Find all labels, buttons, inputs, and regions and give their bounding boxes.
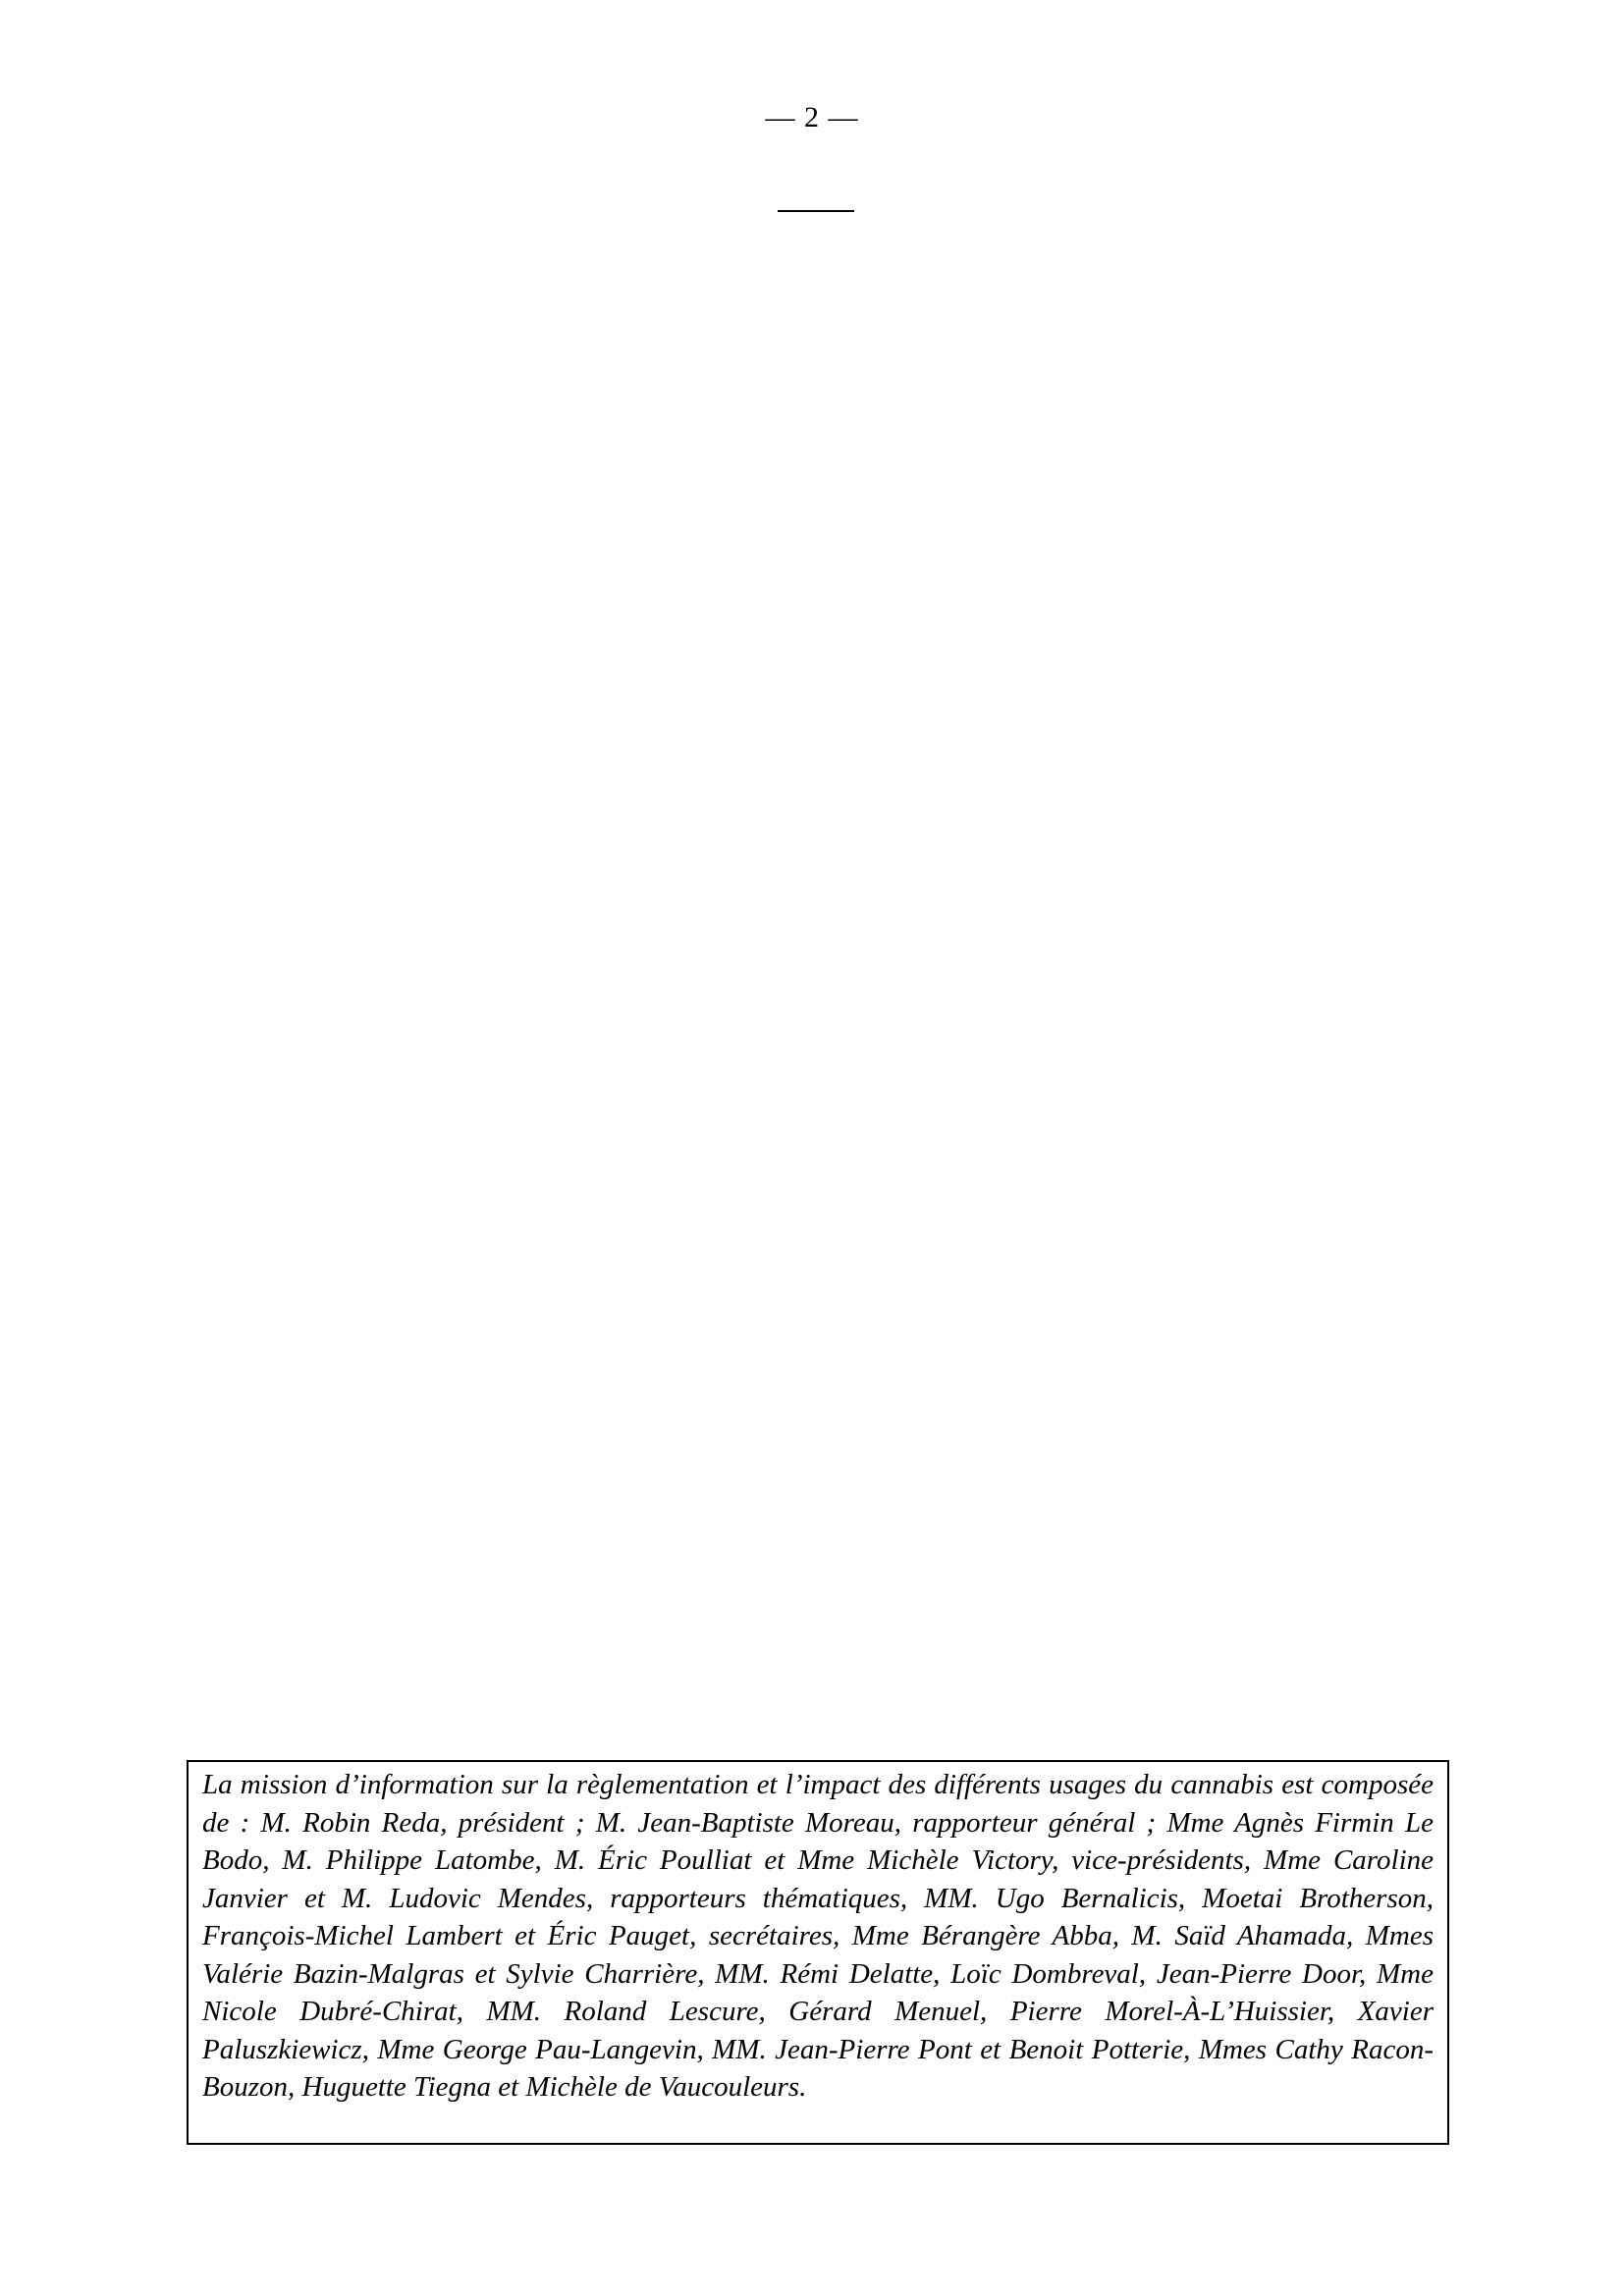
mission-composition-text: La mission d’information sur la règlementation et l’impact des différents usages du cannabis est composée de : M. Robin Reda, président ; M. Jean-Baptiste Moreau, rapporteur général ; Mme Agnès Firmin Le Bodo, M. Philippe Latombe, M. Éric Poulliat et Mme Michèle Victory, vice-présidents, Mme Caroline Janvier et M. Ludovic Mendes, rapporteurs thématiques, MM. Ugo Bernalicis, Moetai Brotherson, François-Michel Lambert et Éric Pauget, secrétaires, Mme Bérangère Abba, M. Saïd Ahamada, Mmes Valérie Bazin-Malgras et Sylvie Charrière, MM. Rémi Delatte, Loïc Dombreval, Jean-Pierre Door, Mme Nicole Dubré-Chirat, MM. Roland Lescure, Gérard Menuel, Pierre Morel-À-L’Huissier, Xavier Paluszkiewicz, Mme George Pau-Langevin, MM. Jean-Pierre Pont et Benoit Potterie, Mmes Cathy Racon-Bouzon, Huguette Tiegna et Michèle de Vaucouleurs. [202,1769,1434,2103]
header-rule [778,210,854,212]
mission-composition-box [187,1760,1449,2145]
page-number: — 2 — [765,101,859,133]
